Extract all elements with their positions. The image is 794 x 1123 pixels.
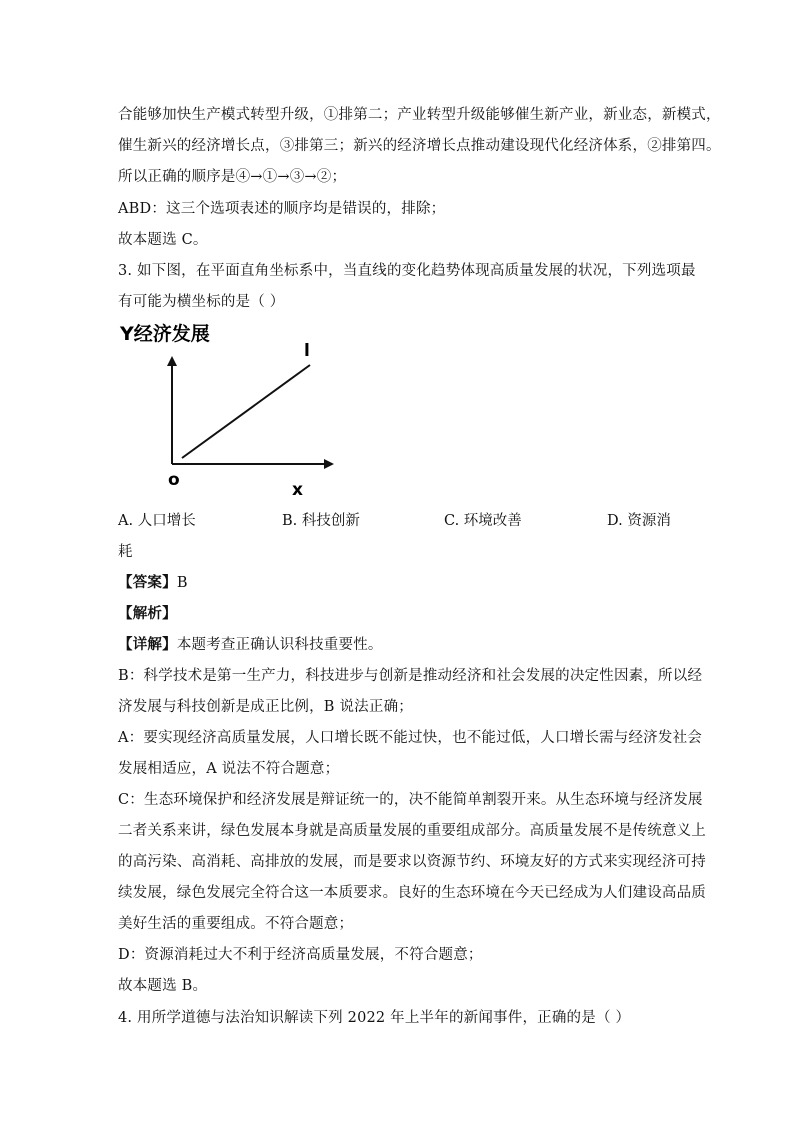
explanation-line: 二者关系来讲，绿色发展本身就是高质量发展的重要组成部分。高质量发展不是传统意义上: [118, 823, 706, 839]
y-axis-title: Y经济发展: [120, 323, 210, 345]
text-line: ABD：这三个选项表述的顺序均是错误的，排除；: [118, 201, 446, 217]
explanation-line: B：科学技术是第一生产力，科技进步与创新是推动经济和社会发展的决定性因素，所以经: [118, 668, 703, 684]
y-axis-arrow: [167, 356, 177, 366]
text-line: 故本题选 C。: [118, 232, 208, 248]
explanation-line: 济发展与科技创新是成正比例，B 说法正确；: [118, 699, 413, 715]
detail-tag: 【详解】: [118, 636, 177, 653]
question-stem: 3. 如下图，在平面直角坐标系中，当直线的变化趋势体现高质量发展的状况，下列选项最: [118, 263, 696, 279]
answer-tag: 【答案】: [118, 574, 177, 591]
detail-text: 本题考查正确认识科技重要性。: [176, 637, 383, 653]
option-b: B. 科技创新: [282, 513, 360, 529]
question-stem: 有可能为横坐标的是（ ）: [118, 294, 285, 310]
explanation-line: 美好生活的重要组成。不符合题意；: [118, 916, 354, 932]
option-d-continued: 耗: [118, 544, 133, 560]
x-axis-arrow: [324, 459, 334, 469]
answer-value: B: [176, 575, 188, 591]
conclusion-line: 故本题选 B。: [118, 978, 208, 994]
origin-label: o: [168, 470, 180, 490]
text-line: 合能够加快生产模式转型升级，①排第二；产业转型升级能够催生新产业，新业态，新模式，: [118, 107, 721, 123]
trend-line: [182, 365, 310, 458]
explanation-line: 发展相适应，A 说法不符合题意；: [118, 761, 340, 777]
analysis-tag: 【解析】: [118, 605, 177, 622]
text-line: 催生新兴的经济增长点，③排第三；新兴的经济增长点推动建设现代化经济体系，②排第四。: [118, 138, 721, 154]
option-a: A. 人口增长: [118, 513, 196, 529]
explanation-line: D：资源消耗过大不利于经济高质量发展，不符合题意；: [118, 947, 483, 963]
coordinate-figure: [118, 318, 348, 500]
x-axis-label: x: [292, 480, 303, 500]
explanation-line: C：生态环境保护和经济发展是辩证统一的，决不能简单割裂开来。从生态环境与经济发展: [118, 792, 703, 808]
coordinate-diagram: [118, 318, 348, 500]
answer-line: [118, 571, 188, 592]
line-label: l: [304, 341, 310, 361]
option-d: D. 资源消: [607, 513, 671, 529]
option-c: C. 环境改善: [444, 513, 522, 529]
text-line: 所以正确的顺序是④→①→③→②；: [118, 169, 347, 185]
detail-line: [118, 633, 383, 654]
explanation-line: A：要实现经济高质量发展，人口增长既不能过快，也不能过低，人口增长需与经济发社会: [118, 730, 702, 746]
question-stem: 4. 用所学道德与法治知识解读下列 2022 年上半年的新闻事件，正确的是（ ）: [118, 1010, 631, 1026]
explanation-line: 续发展，绿色发展完全符合这一本质要求。良好的生态环境在今天已经成为人们建设高品质: [118, 885, 706, 901]
explanation-line: 的高污染、高消耗、高排放的发展，而是要求以资源节约、环境友好的方式来实现经济可持: [118, 854, 706, 870]
